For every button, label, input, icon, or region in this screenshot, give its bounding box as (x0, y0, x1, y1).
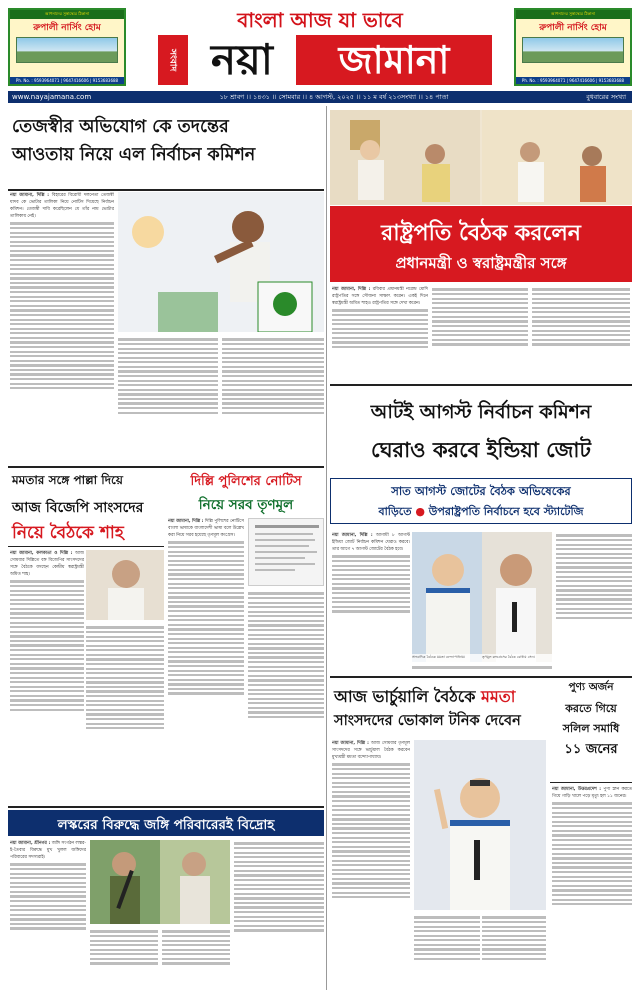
shah-headline-3: নিয়ে বৈঠকে শাহ (12, 523, 124, 543)
holy-dip-headline-2: করতে গিয়ে (565, 702, 617, 715)
masthead-prefix: সংবাদ (158, 35, 188, 85)
gherao-body-col3 (556, 532, 632, 672)
divider (330, 384, 632, 386)
president-meeting-graphic (330, 110, 632, 205)
gherao-subhead-1: সাত আগস্ট জোটের বৈঠক অভিষেকের (391, 484, 571, 498)
virtual-body-col3 (482, 914, 546, 990)
date-bar (8, 91, 632, 103)
tejashwi-photo (118, 192, 324, 332)
notice-body-col1 (168, 518, 244, 804)
tejashwi-story-header (8, 106, 324, 186)
masthead-title-part1: নয়া (211, 35, 273, 84)
divider (8, 189, 324, 191)
holy-dip-headline-1: পুণ্য অর্জন (568, 681, 614, 693)
tejashwi-headline-2: আওতায় নিয়ে এল নির্বাচন কমিশন (12, 145, 256, 165)
tejashwi-body-col2 (118, 336, 218, 462)
lashkar-lead: নয়া জামানা, শ্রীনগর : (10, 841, 51, 846)
shah-body: আজ সোমবার দিল্লিতে বঙ্গ বিজেপির সাংসদদের সঙ্গে বৈঠকে বসছেন কেন্দ্রীয় স্বরাষ্ট্রমন্ত্রী অমিত শাহ। (10, 551, 84, 577)
ad-tagline: আপনাদের সুস্বাস্থ্যের ঠিকানা (10, 10, 124, 19)
president-headline-2: প্রধানমন্ত্রী ও স্বরাষ্ট্রমন্ত্রীর সঙ্গে (395, 254, 567, 272)
mamata-rahul-graphic (412, 532, 552, 662)
virtual-headline-name: মমতা (481, 687, 516, 706)
notice-body: দিল্লি পুলিশের নোটিসে বাংলা ভাষাকে বাংলাদেশী ভাষা বলে উল্লেখ করা নিয়ে সরব হয়েছে তৃণমূল কংগ্রেস। (168, 519, 244, 538)
tejashwi-lead: নয়া জামানা, দিল্লি : (10, 193, 50, 198)
lashkar-body: জঙ্গি সংগঠন লস্কর-ই-তৈবার বিরুদ্ধে মুখ খুলল জঙ্গিদের পরিবারের সদস্যরাই। (10, 841, 86, 860)
virtual-headline-1-line (334, 684, 546, 706)
lashkar-body-col4 (234, 840, 324, 990)
holy-dip-headline-4: ১১ জনের (564, 742, 618, 757)
notice-headline-2: নিয়ে সরব তৃণমূল (198, 497, 294, 513)
shah-headline-2: আজ বিজেপি সাংসদের (12, 500, 144, 516)
amit-shah-graphic (86, 550, 164, 620)
holy-dip-headline-3: সলিল সমাধি (562, 722, 620, 735)
advertisement-right[interactable] (514, 8, 632, 86)
lashkar-photos (90, 840, 230, 924)
divider (8, 466, 324, 468)
shah-lead: নয়া জামানা, কলকাতা ও দিল্লি : (10, 551, 73, 556)
tejashwi-body: বিহারের বিরোধী দলনেতা তেজস্বী যাদব কে ভোটার তালিকা নিয়ে নোটিস দিয়েছে নির্বাচন কমিশন। তেজস্বী দাবি করেছিলেন যে তাঁর নাম ভোটার তালিকায় নেই। (10, 193, 114, 219)
holy-dip-body (552, 786, 632, 990)
virtual-body-col1 (332, 740, 410, 990)
gherao-caption-left: সাংবাদিক বৈঠকে মমতা বন্দ্যোপাধ্যায়। (412, 654, 482, 662)
gherao-body-under-photo (412, 664, 552, 672)
nursing-home-photo (522, 37, 624, 63)
bullet-dot-icon: ● (415, 505, 425, 518)
website-link[interactable]: www.nayajamana.com (12, 93, 92, 101)
mamata-graphic (414, 740, 546, 910)
president-lead: নয়া জামানা, দিল্লি : (332, 287, 371, 292)
ad-phone: Ph. No. : 9593964071 | 9647416606 | 9153683688 (516, 77, 630, 84)
holy-dip-lead: নয়া জামানা, উত্তরপ্রদেশ : (552, 787, 601, 792)
divider (550, 782, 632, 783)
divider (8, 546, 164, 547)
holy-dip-headline-box (550, 680, 632, 778)
amit-shah-photo (86, 550, 164, 620)
holy-dip-body-text: পুণ্য স্নান করতে গিয়ে গাড়ি খালে পড়ে মৃত্যু হল ১১ জনের। (552, 787, 632, 799)
nursing-home-photo (16, 37, 118, 63)
virtual-lead: নয়া জামানা, দিল্লি : (332, 741, 369, 746)
masthead-logo[interactable] (158, 33, 492, 87)
president-headline-1: রাষ্ট্রপতি বৈঠক করলেন (381, 221, 581, 246)
divider (8, 806, 324, 808)
document-graphic (249, 519, 324, 586)
masthead-tagline: বাংলা আজ যা ভাবে (237, 8, 403, 32)
masthead-title-part2: জামানা (296, 35, 492, 85)
dateline: ১৮ শ্রাবণ ।। ১৪৩১ ।। সোমবার ।। ৪ আগস্ট, ২০২৫ ।। ১১ ম বর্ষ ২১৩সংখ্যা ।। ১৪ পাতা (219, 92, 449, 101)
gherao-subhead-2a: বাড়িতে (378, 505, 412, 518)
shah-body-col2 (86, 624, 164, 800)
gherao-body: আগামী ৮ আগস্ট ইন্ডিয়া জোট নির্বাচন কমিশন ঘেরাও করবে। তার আগে ৭ আগস্ট জোটের বৈঠক হবে। (332, 533, 410, 552)
notice-headline-1: দিল্লি পুলিশের নোটিস (190, 474, 302, 489)
lashkar-body-col1 (10, 840, 86, 990)
mamata-photo (414, 740, 546, 910)
virtual-body-col2 (414, 914, 480, 990)
column-rule (326, 106, 327, 990)
president-headline-box (330, 206, 632, 282)
lashkar-body-col2 (90, 928, 158, 990)
ad-name: রুপালী নার্সিং হোম (33, 23, 101, 33)
president-body: রবিবার প্রধানমন্ত্রী নরেন্দ্র মোদি রাষ্ট্রপতির সঙ্গে সৌজন্য সাক্ষাৎ করেন। একই দিনে স্বরাষ্ট্রমন্ত্রী অমিত শাহও রাষ্ট্রপতির সঙ্গে দেখা করেন। (332, 287, 428, 306)
president-body-col2 (432, 286, 528, 382)
gherao-headline-2: ঘেরাও করবে ইন্ডিয়া জোট (371, 438, 591, 462)
virtual-body: আজ সোমবার তৃণমূল সাংসদদের সঙ্গে ভার্চুয়াল বৈঠক করবেন মুখ্যমন্ত্রী মমতা বন্দ্যোপাধ্যায়। (332, 741, 410, 760)
gherao-body-col1 (332, 532, 410, 672)
gherao-subhead-2 (331, 503, 631, 519)
tejashwi-body-col3 (222, 336, 324, 462)
ad-phone: Ph. No. : 9593964071 | 9647416606 | 9153683688 (10, 77, 124, 84)
gherao-subhead-2b: উপরাষ্ট্রপতি নির্বাচনে হবে স্ট্যাটেজি (428, 505, 584, 518)
notice-body-col2 (248, 590, 324, 804)
virtual-headline-box (330, 682, 546, 736)
shah-headline-1: মমতার সঙ্গে পাল্লা দিয়ে (12, 473, 123, 487)
divider (330, 676, 632, 678)
notice-lead: নয়া জামানা, দিল্লি : (168, 519, 204, 524)
tejashwi-figure-graphic (118, 192, 324, 332)
president-body-col3 (532, 286, 630, 382)
president-body-col1 (332, 286, 428, 382)
shah-body-col1 (10, 550, 84, 800)
gherao-lead: নয়া জামানা, দিল্লি : (332, 533, 373, 538)
lashkar-headline: লস্করের বিরুদ্ধে জঙ্গি পরিবারেরই বিদ্রোহ (57, 817, 275, 833)
tejashwi-headline-1: তেজস্বীর অভিযোগ কে তদন্তের (12, 117, 229, 137)
police-notice-document-photo (248, 518, 324, 586)
gherao-photos (412, 532, 552, 662)
tejashwi-body-col1 (10, 192, 114, 462)
advertisement-left[interactable] (8, 8, 126, 86)
virtual-headline-1: আজ ভার্চুয়ালি বৈঠকে (334, 687, 476, 706)
virtual-headline-2: সাংসদদের ভোকাল টনিক দেবেন (334, 713, 521, 729)
president-photos (330, 110, 632, 205)
gherao-subhead-box (330, 478, 632, 524)
lashkar-body-col3 (162, 928, 230, 990)
gherao-caption-right: তৃণমূল কংগ্রেসের বৈঠক বোধায় সেন। (482, 654, 552, 662)
gherao-headline-1: আটই আগস্ট নির্বাচন কমিশন (370, 401, 592, 423)
militants-graphic (90, 840, 230, 924)
edition-label: বুধবারের সংখ্যা (586, 92, 626, 101)
lashkar-headline-box (8, 810, 324, 836)
ad-name: রুপালী নার্সিং হোম (539, 23, 607, 33)
ad-tagline: আপনাদের সুস্বাস্থ্যের ঠিকানা (516, 10, 630, 19)
